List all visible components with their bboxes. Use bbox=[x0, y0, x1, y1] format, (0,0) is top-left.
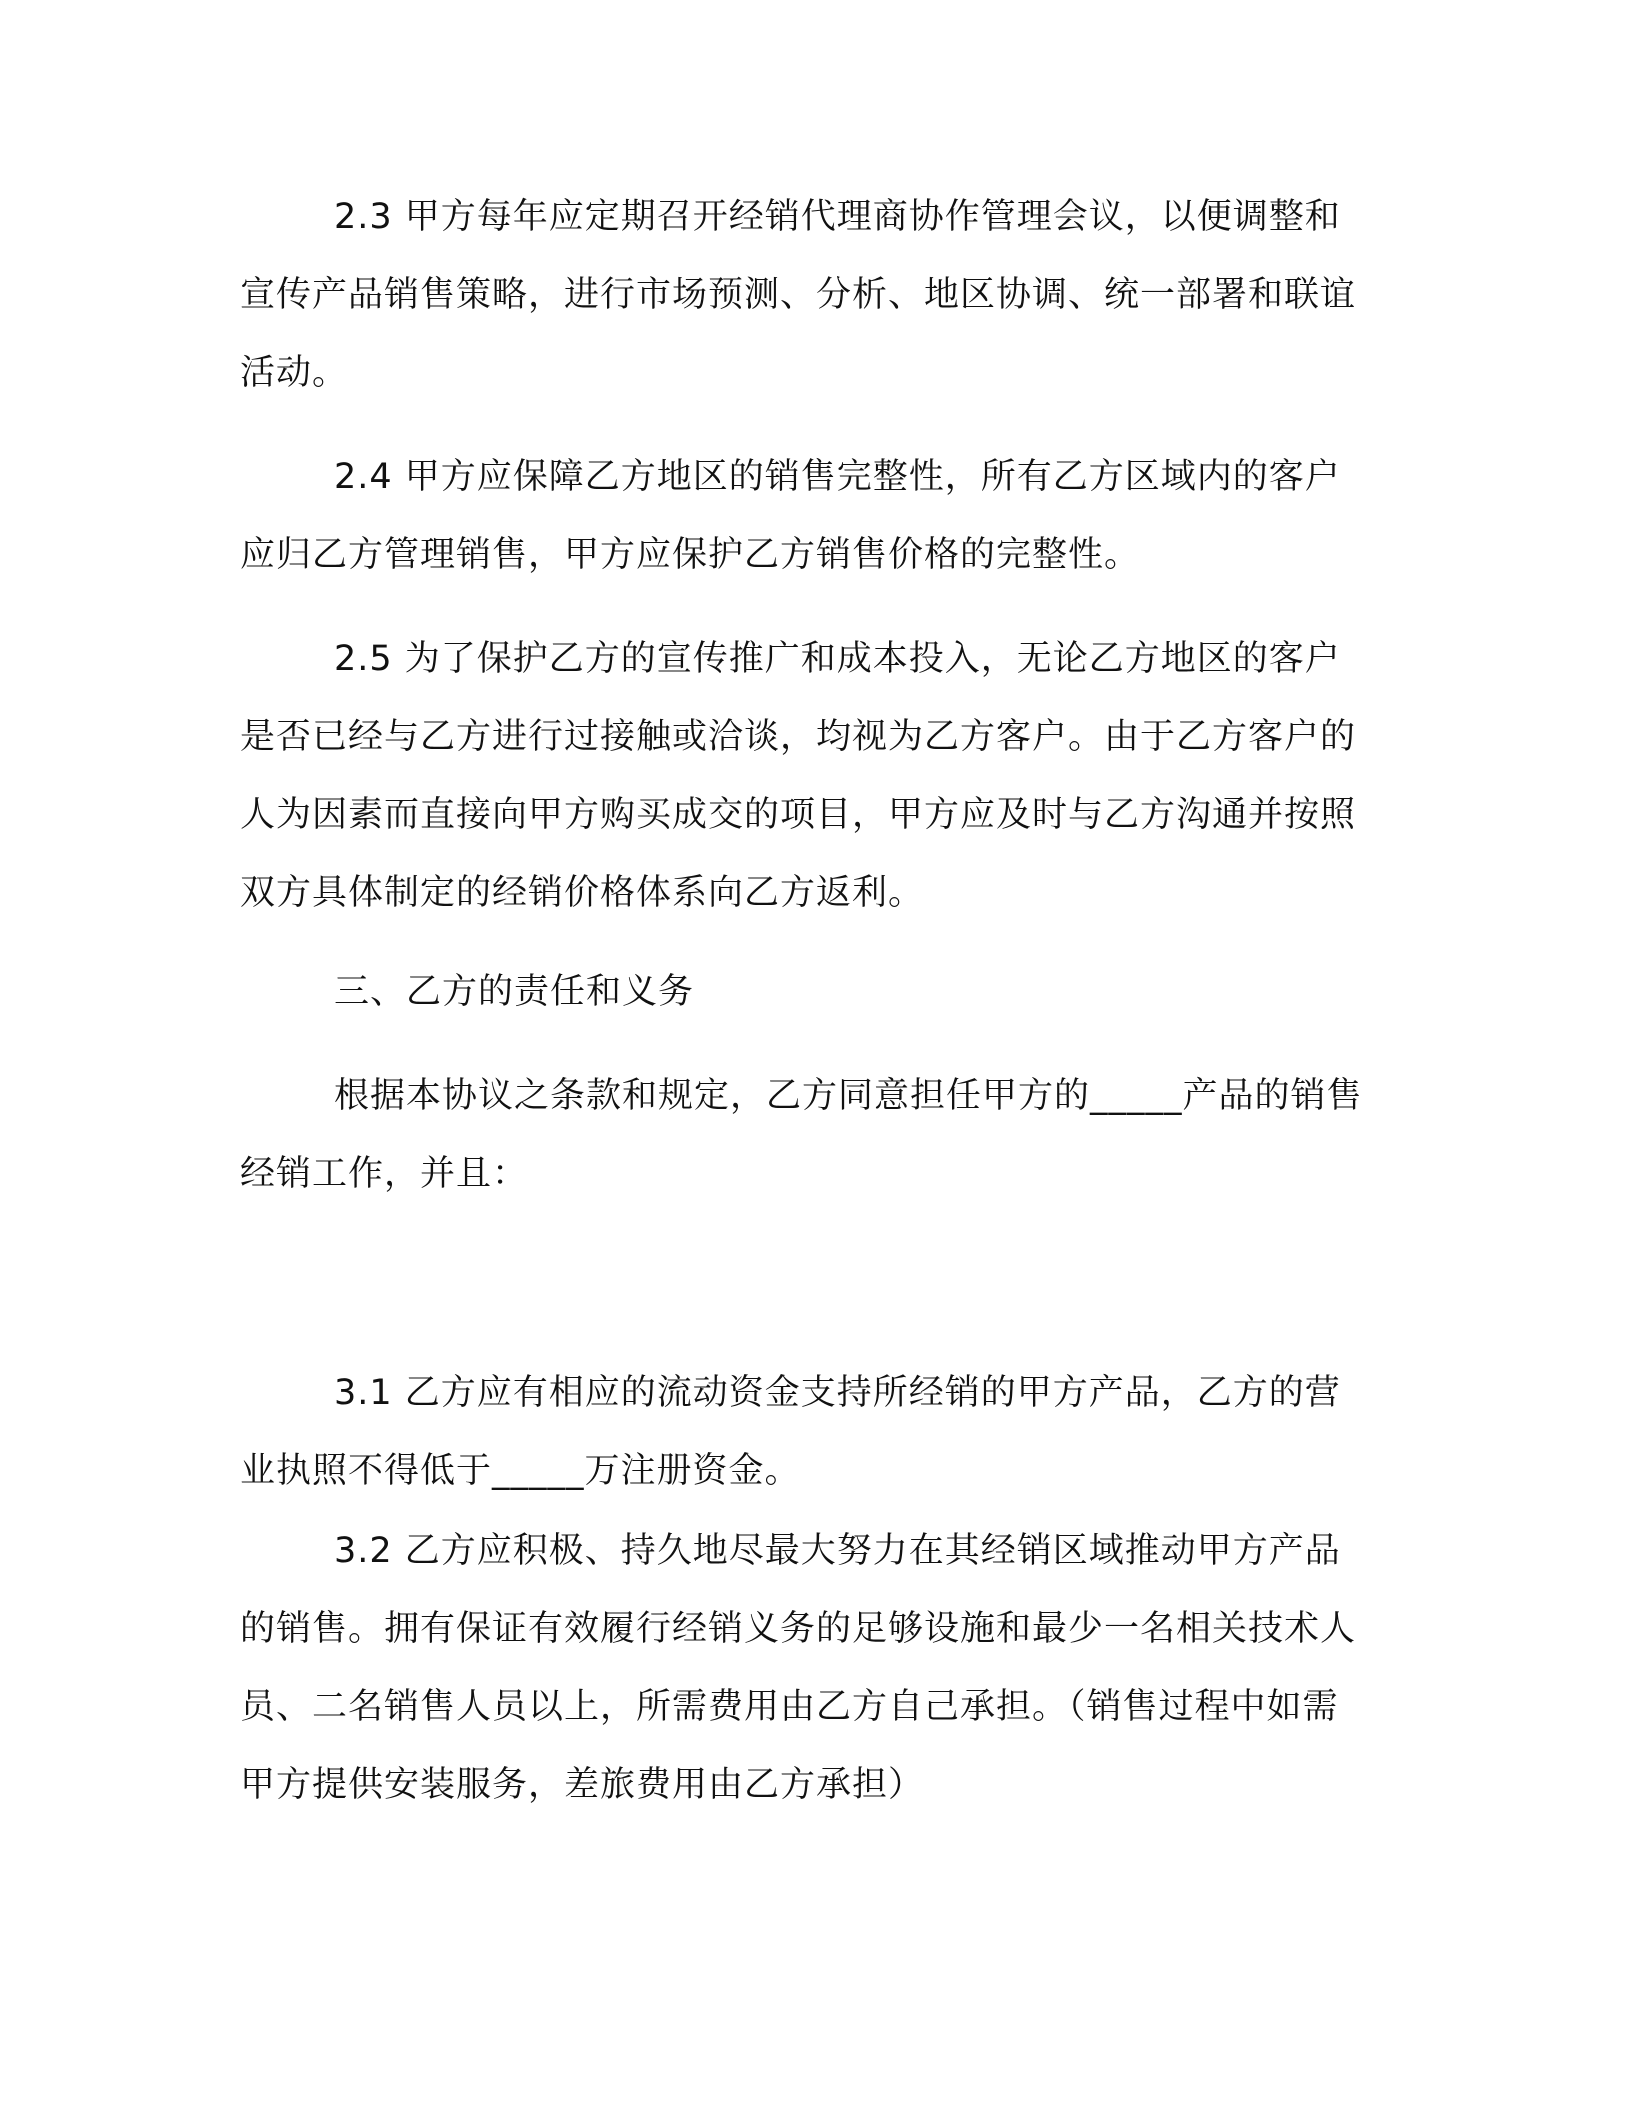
section-heading-party-b-duties: 三、乙方的责任和义务 bbox=[334, 972, 695, 1012]
clause-2-4: 2.4 甲方应保障乙方地区的销售完整性，所有乙方区域内的客户应归乙方管理销售，甲方应保护乙方销售价格的完整性。 bbox=[240, 457, 1341, 575]
clause-3-1: 3.1 乙方应有相应的流动资金支持所经销的甲方产品，乙方的营业执照不得低于_____万注册资金。 bbox=[240, 1373, 1341, 1491]
clause-2-5: 2.5 为了保护乙方的宣传推广和成本投入，无论乙方地区的客户是否已经与乙方进行过接触或洽谈，均视为乙方客户。由于乙方客户的人为因素而直接向甲方购买成交的项目，甲方应及时与乙方沟通并按照双方具体制定的经销价格体系向乙方返利。 bbox=[240, 639, 1357, 913]
section-intro: 根据本协议之条款和规定，乙方同意担任甲方的_____产品的销售经销工作，并且： bbox=[240, 1076, 1363, 1194]
clause-2-3: 2.3 甲方每年应定期召开经销代理商协作管理会议，以便调整和宣传产品销售策略，进行市场预测、分析、地区协调、统一部署和联谊活动。 bbox=[240, 197, 1357, 393]
clause-3-2: 3.2 乙方应积极、持久地尽最大努力在其经销区域推动甲方产品的销售。拥有保证有效履行经销义务的足够设施和最少一名相关技术人员、二名销售人员以上，所需费用由乙方自己承担。（销售过程中如需甲方提供安装服务，差旅费用由乙方承担） bbox=[240, 1531, 1357, 1805]
